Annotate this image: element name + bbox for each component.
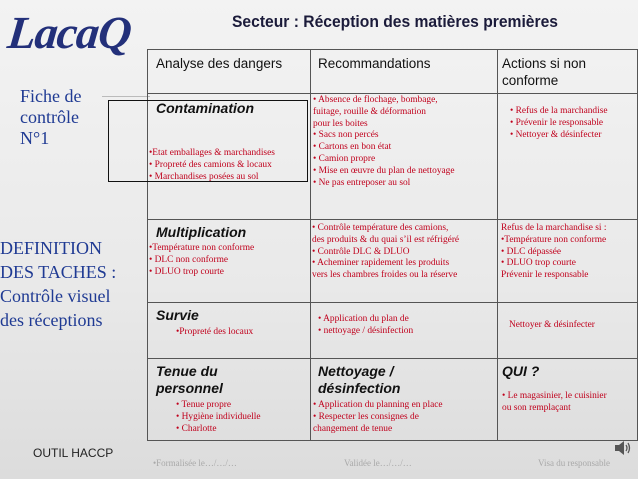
row-title-line: personnel	[156, 380, 223, 396]
header-recommandations: Recommandations	[318, 56, 431, 71]
row-title-multiplication: Multiplication	[156, 224, 247, 240]
list-item: •Propreté des locaux	[176, 327, 254, 337]
list-item: •Etat emballages & marchandises	[149, 148, 275, 158]
row-title-contamination: Contamination	[156, 100, 254, 116]
multiplication-recommandations	[312, 223, 497, 282]
footer-visa: Visa du responsable	[538, 458, 610, 468]
definition-label	[0, 236, 150, 332]
footer-validee: Validée le…/…/…	[344, 458, 412, 468]
list-item: • Contrôle DLC & DLUO	[312, 246, 410, 257]
survie-recommandations	[318, 314, 493, 338]
highlight-box	[108, 100, 308, 182]
row-title-line: Tenue du	[156, 363, 218, 379]
definition-line-2: DES TACHES :	[0, 262, 117, 282]
table-border	[497, 49, 498, 441]
list-item: • Prévenir le responsable	[510, 117, 604, 128]
list-item: • Respecter les consignes de	[313, 411, 419, 422]
list-item: • Absence de flochage, bombage,	[313, 95, 438, 105]
list-item: • Cartons en bon état	[313, 142, 392, 153]
survie-dangers	[176, 327, 306, 339]
tenue-recommandations	[313, 400, 496, 435]
nettoyage-title	[318, 363, 400, 397]
contamination-actions	[510, 106, 636, 141]
list-item: • Ne pas entreposer au sol	[313, 177, 411, 188]
definition-line-3: Contrôle visuel	[0, 286, 111, 306]
table-border	[147, 358, 637, 359]
list-item: • Application du planning en place	[313, 400, 443, 410]
list-item: • Propreté des camions & locaux	[149, 159, 272, 170]
list-item: Refus de la marchandise si :	[501, 223, 607, 233]
survie-actions	[509, 320, 635, 332]
list-item: • DLUO trop courte	[501, 258, 576, 269]
header-actions: Actions si non conforme	[502, 56, 587, 88]
definition-line-1: DEFINITION	[0, 238, 102, 258]
list-item: •Température non conforme	[149, 243, 255, 253]
contamination-recommandations	[313, 95, 496, 189]
list-item: • DLC dépassée	[501, 246, 562, 257]
table-border	[147, 302, 637, 303]
list-item: Prévenir le responsable	[501, 270, 589, 281]
list-item: • DLC non conforme	[149, 254, 229, 265]
row-title-line: Nettoyage /	[318, 363, 394, 379]
row-title-survie: Survie	[156, 307, 199, 323]
row-title-tenue	[156, 363, 223, 397]
fiche-line-2: contrôle	[20, 107, 79, 127]
row-title-line: désinfection	[318, 380, 401, 396]
definition-line-4: des réceptions	[0, 310, 103, 330]
list-item: • Nettoyer & désinfecter	[510, 129, 602, 140]
list-item: • Tenue propre	[176, 400, 232, 410]
list-item: vers les chambres froides ou la réserve	[312, 270, 458, 281]
list-item: • Acheminer rapidement les produits	[312, 258, 450, 269]
list-item: • Application du plan de	[318, 314, 409, 324]
list-item: • Charlotte	[176, 423, 217, 434]
fiche-line-3: N°1	[20, 128, 50, 148]
multiplication-dangers	[149, 243, 309, 278]
tenue-actions	[502, 391, 636, 415]
footer-formalise: •Formalisée le…/…/…	[153, 458, 237, 468]
table-border	[147, 219, 637, 220]
speaker-icon[interactable]	[614, 439, 632, 457]
list-item: • nettoyage / désinfection	[318, 325, 414, 336]
list-item: Nettoyer & désinfecter	[509, 320, 595, 330]
logo: LacaQ	[5, 7, 134, 58]
list-item: pour les boites	[313, 118, 368, 129]
fiche-label	[20, 86, 120, 149]
fiche-line-1: Fiche de	[20, 86, 82, 106]
outil-label: OUTIL HACCP	[33, 446, 114, 460]
qui-title: QUI ?	[502, 363, 540, 379]
list-item: des produits & du quai s’il est réfrigéré	[312, 234, 460, 245]
list-item: ou son remplaçant	[502, 402, 571, 413]
list-item: • Mise en œuvre du plan de nettoyage	[313, 165, 455, 176]
list-item: fuitage, rouille & déformation	[313, 106, 426, 117]
list-item: • Contrôle température des camions,	[312, 223, 449, 233]
list-item: • DLUO trop courte	[149, 266, 224, 277]
list-item: • Le magasinier, le cuisinier	[502, 391, 607, 401]
table-border	[310, 49, 311, 441]
divider	[102, 96, 150, 97]
tenue-dangers	[176, 400, 306, 435]
multiplication-actions	[501, 223, 636, 282]
list-item: • Sacs non percés	[313, 130, 379, 141]
list-item: • Refus de la marchandise	[510, 106, 608, 116]
list-item: • Marchandises posées au sol	[149, 171, 259, 182]
list-item: • Hygiène individuelle	[176, 411, 261, 422]
list-item: changement de tenue	[313, 423, 393, 434]
page-title: Secteur : Réception des matières premières	[232, 12, 558, 31]
header-dangers: Analyse des dangers	[156, 56, 283, 71]
list-item: • Camion propre	[313, 153, 376, 164]
list-item: •Température non conforme	[501, 234, 607, 245]
table-border	[147, 93, 637, 94]
